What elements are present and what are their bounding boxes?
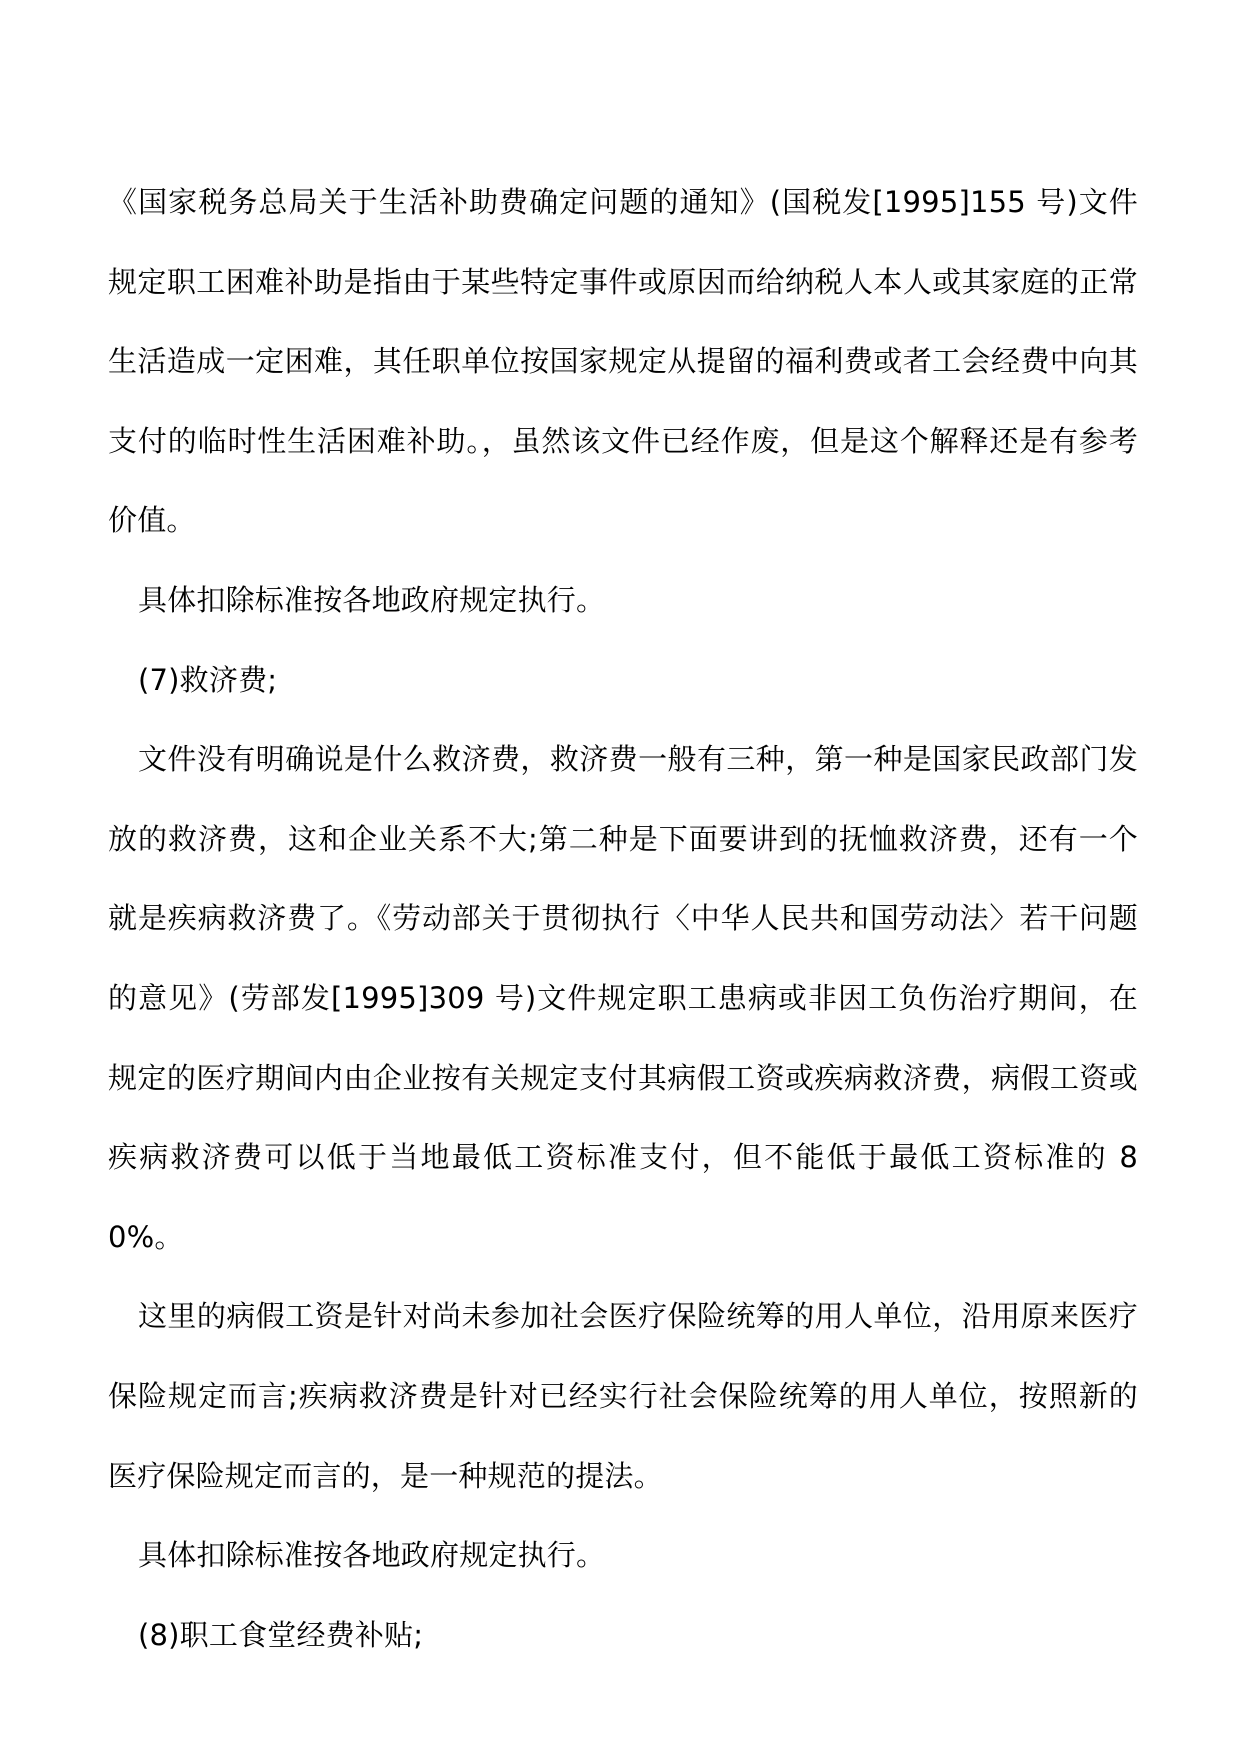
paragraph-sick-leave-wages: 这里的病假工资是针对尚未参加社会医疗保险统筹的用人单位，沿用原来医疗保险规定而言;疾病救济费是针对已经实行社会保险统筹的用人单位，按照新的医疗保险规定而言的，是一种规范的提法。 (108, 1299, 1138, 1493)
paragraph-living-allowance-notice: 《国家税务总局关于生活补助费确定问题的通知》(国税发[1995]155 号)文件规定职工困难补助是指由于某些特定事件或原因而给纳税人本人或其家庭的正常生活造成一定困难，其任职单位按国家规定从提留的福利费或者工会经费中向其支付的临时性生活困难补助。，虽然该文件已经作废，但是这个解释还是有参考价值。 (108, 185, 1138, 538)
paragraph-heading-canteen-subsidy: (8)职工食堂经费补贴; (138, 1617, 424, 1652)
paragraph-deduction-standard-1: 具体扣除标准按各地政府规定执行。 (138, 582, 606, 617)
paragraph-deduction-standard-2: 具体扣除标准按各地政府规定执行。 (138, 1538, 606, 1573)
paragraph-relief-fee-types: 文件没有明确说是什么救济费，救济费一般有三种，第一种是国家民政部门发放的救济费，这和企业关系不大;第二种是下面要讲到的抚恤救济费，还有一个就是疾病救济费了。《劳动部关于贯彻执行〈中华人民共和国劳动法〉若干问题的意见》(劳部发[1995]309 号)文件规定职工患病或非因工负伤治疗期间，在规定的医疗期间内由企业按有关规定支付其病假工资或疾病救济费，病假工资或疾病救济费可以低于当地最低工资标准支付，但不能低于最低工资标准的 80%。 (108, 742, 1138, 1254)
document-body (108, 163, 1138, 1675)
paragraph-heading-relief-fee: (7)救济费; (138, 662, 278, 697)
